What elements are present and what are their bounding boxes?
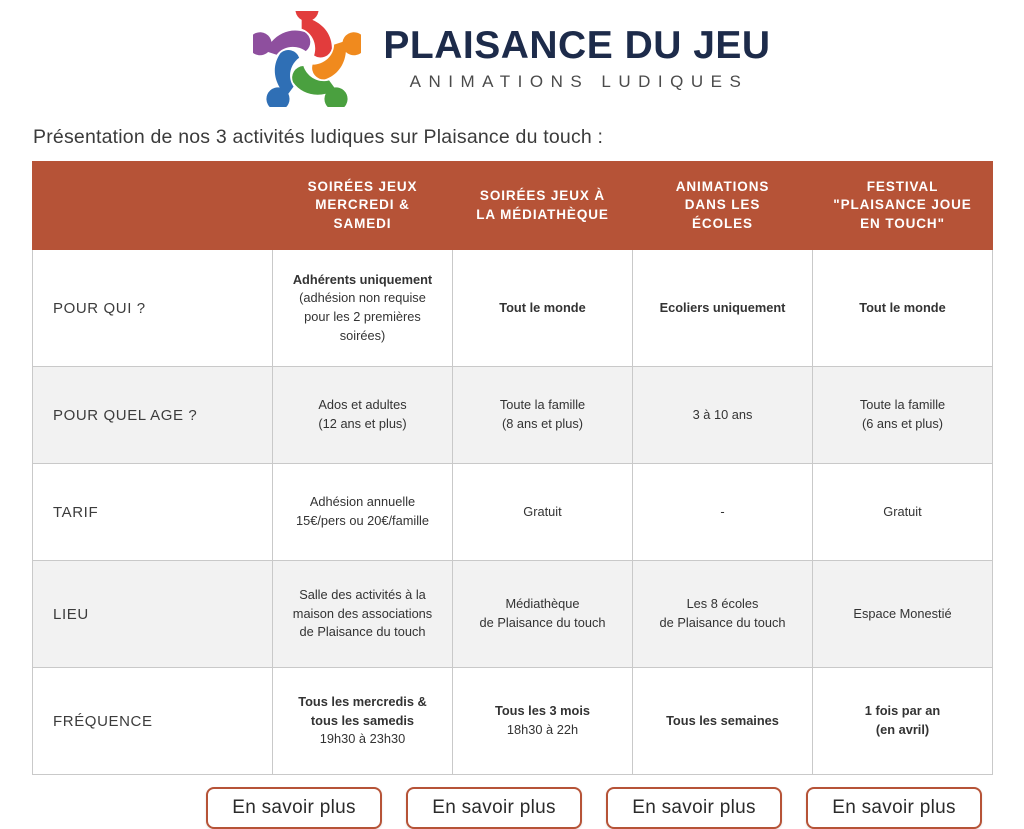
cell-line: Tout le monde: [859, 299, 946, 315]
cell-line: Adhérents uniquement: [292, 271, 433, 287]
table-cell: [633, 250, 813, 367]
cell-line: Tout le monde: [499, 299, 586, 315]
cell-line: 1 fois par an: [864, 703, 941, 719]
cell-line: Espace Monestié: [853, 605, 952, 621]
cell-line: maison des associations: [292, 605, 433, 621]
table-cell: [813, 561, 993, 668]
table-cell: [633, 464, 813, 561]
en-savoir-plus-button-festival[interactable]: En savoir plus: [806, 787, 982, 829]
table-header-row: [33, 162, 993, 250]
header-line: ANIMATIONS: [675, 179, 770, 195]
cell-line: (adhésion non requise: [299, 290, 426, 306]
cell-line: Gratuit: [523, 503, 562, 519]
row-label-lieu: LIEU: [33, 561, 273, 668]
table-cell: [813, 250, 993, 367]
row-label-tarif: TARIF: [33, 464, 273, 561]
cell-line: Salle des activités à la: [299, 587, 426, 603]
table-row: [33, 250, 993, 367]
table-cell: [273, 250, 453, 367]
brand-title: PLAISANCE DU JEU: [383, 23, 771, 67]
cell-line: Tous les mercredis &: [298, 694, 427, 710]
table-row: [33, 464, 993, 561]
brand-header: [0, 0, 1024, 108]
en-savoir-plus-button-mediatheque[interactable]: En savoir plus: [406, 787, 582, 829]
cell-line: Toute la famille: [859, 397, 946, 413]
cell-line: tous les samedis: [310, 712, 415, 728]
cell-line: soirées): [339, 327, 386, 343]
cell-line: Adhésion annuelle: [309, 494, 416, 510]
cell-line: 19h30 à 23h30: [319, 731, 406, 747]
header-line: MERCREDI &: [315, 197, 410, 213]
header-line: DANS LES: [684, 197, 761, 213]
cell-line: de Plaisance du touch: [299, 624, 426, 640]
row-label-pour-quel-age: POUR QUEL AGE ?: [33, 367, 273, 464]
table-cell: [273, 367, 453, 464]
cell-line: -: [720, 503, 725, 519]
table-cell: [633, 367, 813, 464]
table-cell: [273, 668, 453, 775]
table-cell: [633, 668, 813, 775]
cell-line: (6 ans et plus): [861, 416, 944, 431]
cell-line: Les 8 écoles: [686, 596, 759, 612]
cell-line: (12 ans et plus): [318, 416, 407, 431]
cell-line: 18h30 à 22h: [506, 722, 579, 737]
row-label-frequence: FRÉQUENCE: [33, 668, 273, 775]
row-label-pour-qui: POUR QUI ?: [33, 250, 273, 367]
table-cell: [633, 561, 813, 668]
cell-line: (en avril): [875, 722, 930, 737]
table-cell: [813, 668, 993, 775]
header-line: SOIRÉES JEUX: [307, 179, 418, 195]
header-line: EN TOUCH": [860, 215, 945, 231]
table-cell: [273, 464, 453, 561]
cell-line: 3 à 10 ans: [692, 406, 753, 422]
cell-line: Tous les semaines: [666, 712, 779, 728]
table-cell: [453, 367, 633, 464]
column-header-festival-plaisance-joue-en-touch: [813, 162, 993, 250]
cell-line: (8 ans et plus): [501, 416, 584, 431]
activities-table-wrapper: [32, 161, 992, 775]
cell-line: de Plaisance du touch: [479, 615, 606, 630]
table-cell: [273, 561, 453, 668]
header-line: "PLAISANCE JOUE: [833, 197, 972, 213]
column-header-soirees-jeux-mediatheque: [453, 162, 633, 250]
table-row: [33, 367, 993, 464]
cell-line: de Plaisance du touch: [659, 615, 786, 630]
header-line: SAMEDI: [333, 215, 392, 231]
table-cell: [453, 668, 633, 775]
header-line: SOIRÉES JEUX À: [479, 188, 606, 204]
en-savoir-plus-button-soirees-jeux[interactable]: En savoir plus: [206, 787, 382, 829]
column-header-animations-ecoles: [633, 162, 813, 250]
header-line: LA MÉDIATHÈQUE: [476, 206, 609, 222]
table-row: [33, 668, 993, 775]
header-line: ÉCOLES: [692, 215, 753, 231]
table-cell: [453, 464, 633, 561]
brand-wordmark: [383, 23, 771, 93]
page-title: Présentation de nos 3 activités ludiques sur Plaisance du touch :: [33, 126, 604, 148]
cell-line: pour les 2 premières: [304, 309, 421, 324]
column-header-soirees-jeux-mercredi-samedi: [273, 162, 453, 250]
header-line: FESTIVAL: [866, 179, 939, 195]
cell-line: Ados et adultes: [318, 397, 407, 413]
activities-table: [32, 161, 993, 775]
cell-line: Tous les 3 mois: [494, 703, 591, 719]
en-savoir-plus-button-ecoles[interactable]: En savoir plus: [606, 787, 782, 829]
cell-line: 15€/pers ou 20€/famille: [295, 513, 430, 528]
brand-subtitle: ANIMATIONS LUDIQUES: [409, 72, 749, 92]
table-corner-cell: [33, 162, 273, 250]
cell-line: Médiathèque: [505, 596, 580, 612]
table-cell: [453, 561, 633, 668]
table-cell: [813, 367, 993, 464]
cell-line: Toute la famille: [499, 397, 586, 413]
cta-button-row: [32, 787, 992, 829]
cell-line: Gratuit: [883, 503, 922, 519]
table-cell: [453, 250, 633, 367]
table-cell: [813, 464, 993, 561]
cell-line: Ecoliers uniquement: [659, 299, 786, 315]
plaisance-du-jeu-logo-icon: [253, 11, 361, 107]
table-row: [33, 561, 993, 668]
